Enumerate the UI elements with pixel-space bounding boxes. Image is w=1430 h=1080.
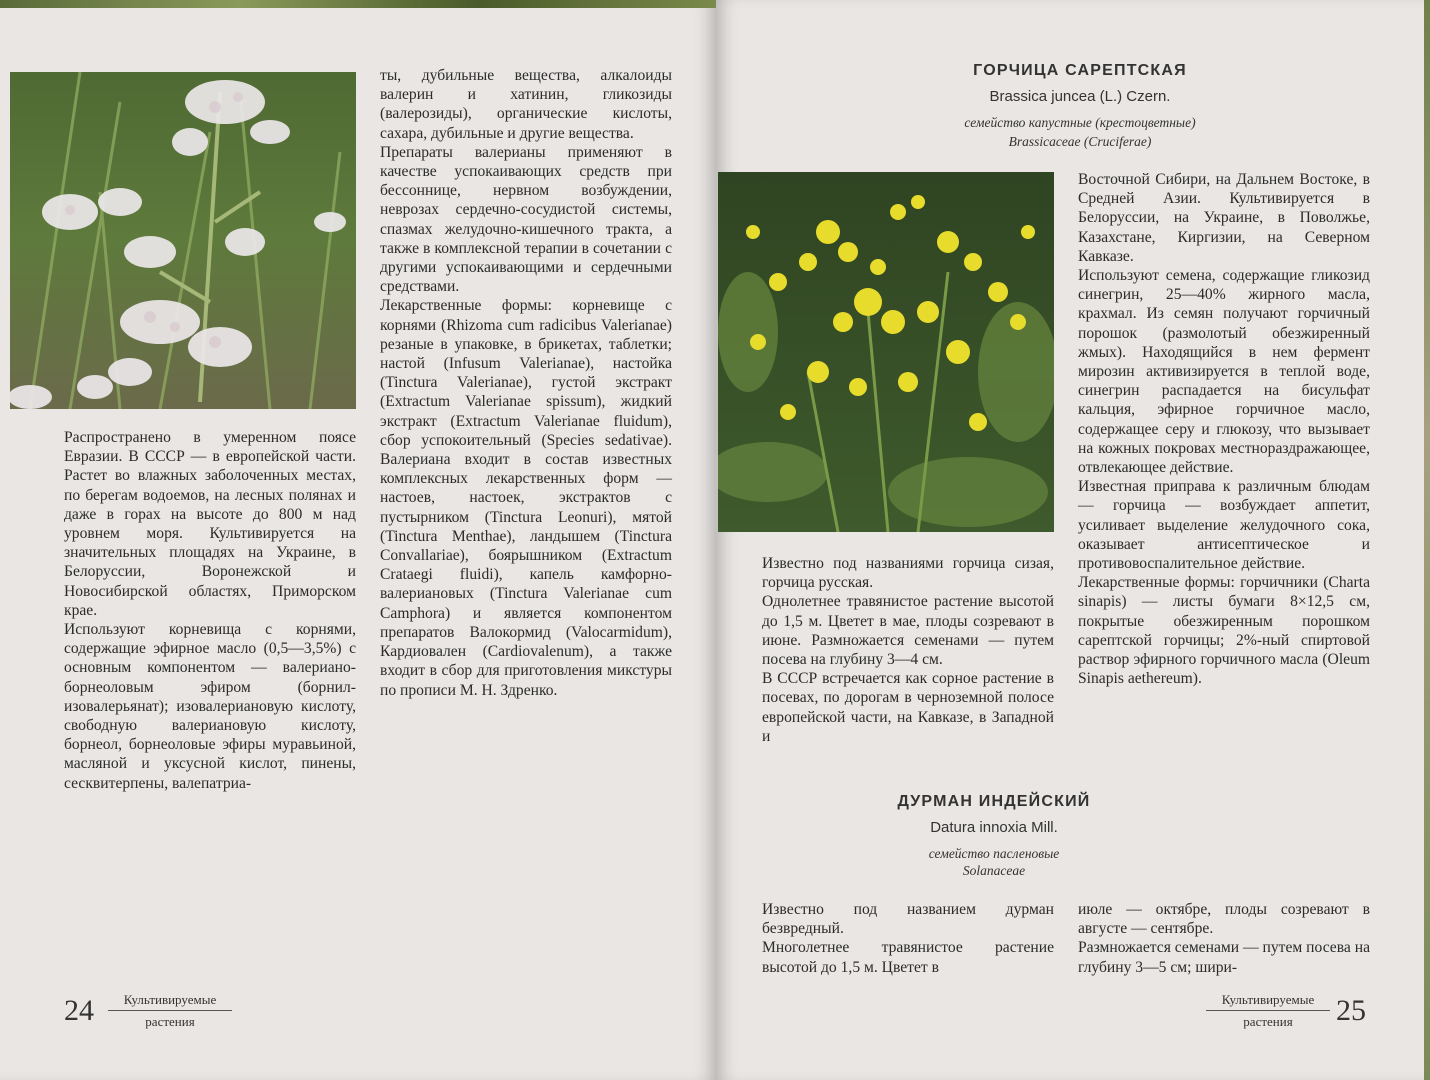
page-number: 25 (1336, 994, 1366, 1027)
family-latin: Brassicaceae (Cruciferae) (1008, 134, 1152, 149)
section-mark (108, 990, 232, 1031)
paragraph: Препараты валерианы применяют в качестве успокаивающих средств при бессоннице, нервном возбуждении, неврозах сердечно-сосудистой системы, спазмах желудочно-кишечного тракта, а также в комплексной терапии в сочетании с другими успокаивающими и сердечными средствами. (380, 143, 672, 296)
left-column-2 (380, 66, 672, 700)
paragraph: Известно под названиями горчица сизая, горчица русская. (762, 555, 1054, 592)
paragraph: Распространено в умеренном поясе Евразии. В СССР — в европейской части. Растет во влажных заболоченных местах, по берегам водоемов, на лесных полянах и даже в горах на высоте до 800 м над уровнем моря. Культивируется на значительных площадях на Украине, в Белоруссии, Воронежской и Новосибирской областях, Приморском крае. (64, 429, 356, 619)
left-column-1 (64, 428, 356, 793)
entry-title: ГОРЧИЦА САРЕПТСКАЯ (973, 62, 1187, 79)
section-label: Культивируемые (1221, 992, 1315, 1007)
paragraph: Многолетнее травянистое растение высотой до 1,5 м. Цветет в (762, 939, 1054, 976)
right-entry1-column-1 (762, 554, 1054, 746)
paragraph: Известная приправа к различным блюдам — горчица — возбуждает аппетит, усиливает выделение желудочного сока, оказывает антисептическое и противовоспалительное действие. (1078, 478, 1370, 573)
family-name: семейство пасленовые (928, 846, 1060, 861)
paragraph: Лекарственные формы: корневище с корнями (Rhizoma cum radicibus Valerianae) резаные в упаковке, в брикетах, таблетки; настой (Infusum Valerianae), настойка (Tinctura Valerianae), густой экстракт (Extractum Valerianae spissum), жидкий экстракт (Extractum Valerianae fluidum), сбор успокоительный (Species sedativae). Валериана входит в состав известных комплексных лекарственных форм — настоев, настоек, экстрактов с пустырником (Tinctura Leonuri), мятой (Tinctura Menthae), ландышем (Tinctura Convallariae), боярышником (Extractum Crataegi fluidi), капель камфорно-валериановых (Tinctura Valerianae cum Camphora) и является компонентом препаратов Валокормид (Valocarmidum), Кардиовален (Cardiovalenum), а также входит в сбор для приготовления микстуры по прописи М. Н. Здренко. (380, 297, 672, 699)
paragraph: Однолетнее травянистое растение высотой до 1,5 м. Цветет в мае, плоды созревают в июне. Размножается семенами — путем посева на глубину 3—4 см. (762, 593, 1054, 669)
right-entry2-column-2 (1078, 900, 1370, 977)
latin-name: Datura innoxia Mill. (930, 819, 1058, 836)
paragraph: Известно под названием дурман безвредный. (762, 901, 1054, 938)
right-page (716, 0, 1430, 1080)
section-label: растения (1243, 1014, 1293, 1029)
top-edge-strip (0, 0, 716, 8)
paragraph: Используют семена, содержащие гликозид синегрин, 25—40% жирного масла, крахмал. Из семян получают горчичный порошок (размолотый обезжиренный жмых). Находящийся в нем фермент мирозин активизируется в теплой воде, синегрин распадается на бисульфат кальция, эфирное горчичное масло, содержащее серу и глюкозу, что вызывает на кожных покровах местнораздражающее, отвлекающее действие. (1078, 267, 1370, 477)
paragraph: ты, дубильные вещества, алкалоиды валерин и хатинин, гликозиды (валерозиды), органические кислоты, сахара, дубильные и другие вещества. (380, 67, 672, 142)
paragraph: Лекарственные формы: горчичники (Charta sinapis) — листы бумаги 8×12,5 см, покрытые обезжиренным порошком сарептской горчицы; 2%-ный спиртовой раствор эфирного горчичного масла (Oleum Sinapis aethereum). (1078, 574, 1370, 688)
latin-name: Brassica juncea (L.) Czern. (989, 88, 1171, 105)
section-rule (108, 1010, 232, 1011)
paragraph: Размножается семенами — путем посева на глубину 3—5 см; шири- (1078, 939, 1370, 976)
mustard-photo (718, 172, 1054, 532)
section-label: Культивируемые (123, 992, 217, 1007)
section-mark (1206, 990, 1330, 1031)
section-rule (1206, 1010, 1330, 1011)
mustard-flower-photo-icon (718, 172, 1054, 532)
entry-title: ДУРМАН ИНДЕЙСКИЙ (897, 793, 1091, 810)
paragraph: Восточной Сибири, на Дальнем Востоке, в Средней Азии. Культивируется в Белоруссии, на Украине, в Поволжье, Казахстане, Киргизии, на Северном Кавказе. (1078, 171, 1370, 265)
right-edge-strip (1424, 0, 1430, 1080)
right-entry1-column-2 (1078, 170, 1370, 688)
paragraph: В СССР встречается как сорное растение в посевах, по дорогам в черноземной полосе европейской части, на Кавказе, в Западной и (762, 670, 1054, 745)
right-entry2-column-1 (762, 900, 1054, 977)
family-latin: Solanaceae (962, 863, 1026, 878)
page-number: 24 (64, 994, 94, 1027)
family-name: семейство капустные (крестоцветные) (964, 115, 1196, 130)
paragraph: Используют корневища с корнями, содержащие эфирное масло (0,5—3,5%) с основным компонентом — валериано-борнеоловым эфиром (борнил-изовалерьянат); изовалериановую кислоту, свободную валериановую кислоту, борнеол, борнеоловые эфиры муравьиной, масляной и уксусной кислот, пинены, сесквитерпены, валепатриа- (64, 621, 356, 792)
valerian-flower-photo-icon (10, 72, 356, 409)
section-label: растения (145, 1014, 195, 1029)
paragraph: июле — октябре, плоды созревают в августе — сентябре. (1078, 901, 1370, 938)
valerian-photo (10, 72, 356, 409)
